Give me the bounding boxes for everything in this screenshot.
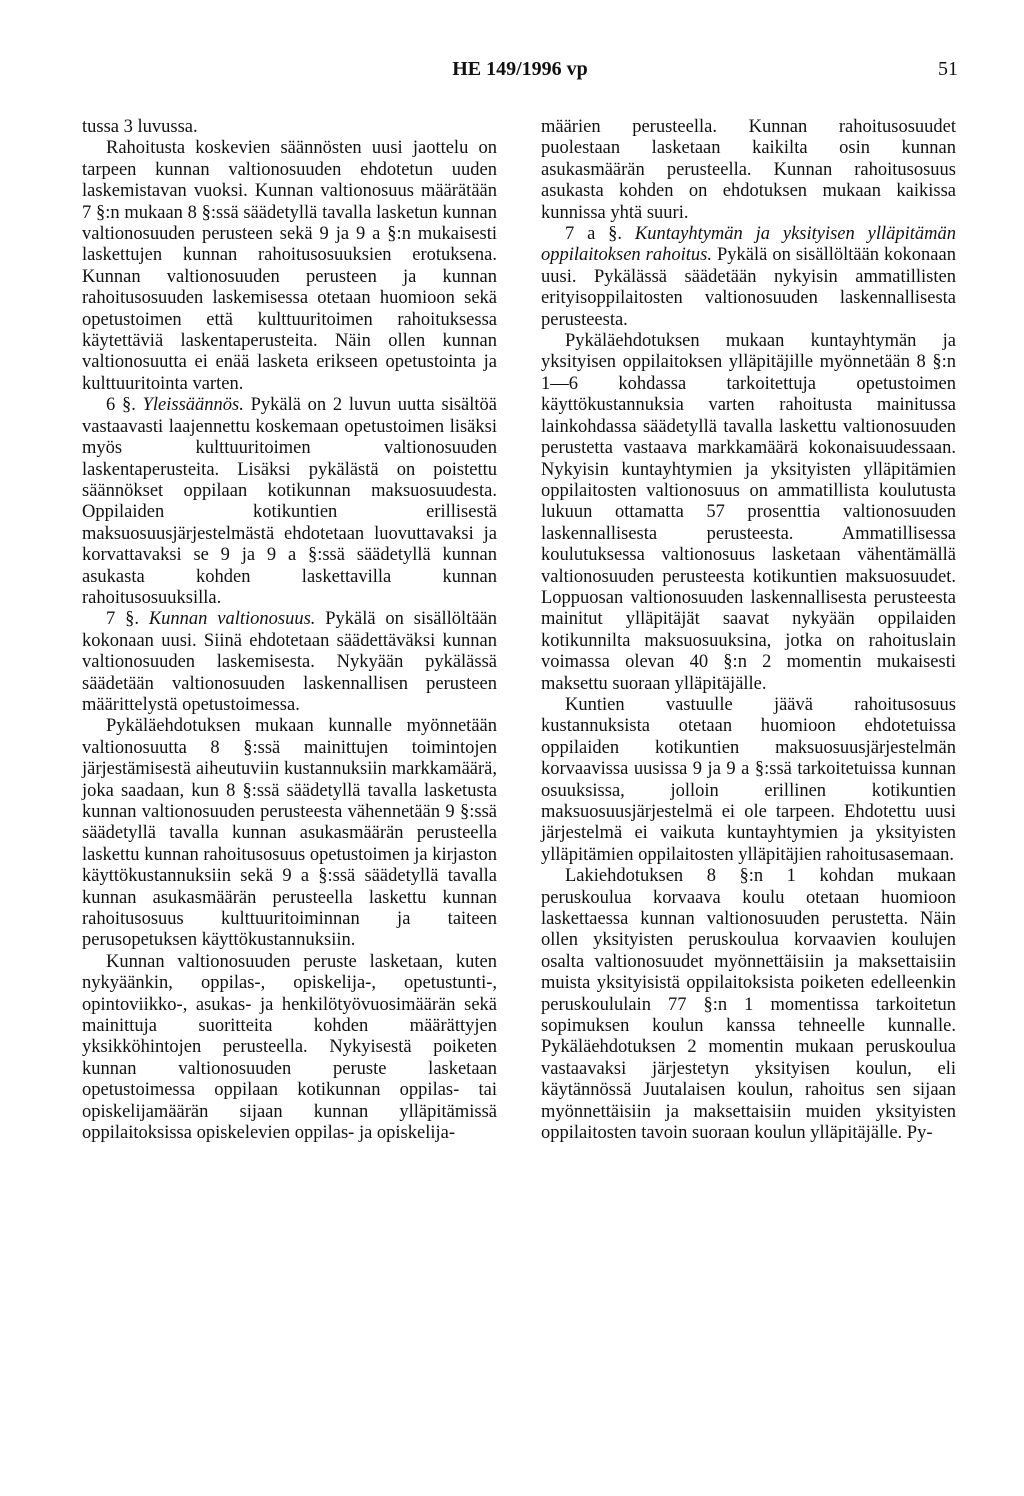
section-body: Pykälä on 2 luvun uutta sisältöä vastaavasti laajennettu koskemaan opetustoimen lisäksi myös kulttuuritoimen valtionosuuden laskentaperusteita. Lisäksi pykälästä on poistettu säännökset oppilaan kotikunnan maksuosuudesta. Oppilaiden kotikuntien erillisestä maksuosuusjärjestelmästä ehdotetaan luovuttavaksi ja korvattavaksi se 9 ja 9 a §:ssä säädetyllä kunnan asukasta kohden laskettavilla kunnan rahoitusosuuksilla. [82,395,497,608]
section-body: Pykälä on sisällöltään kokonaan uusi. Pykälässä säädetään nykyisin ammatillisten erityisoppilaitosten valtionosuuden laskennallisesta perusteesta. [541,245,956,330]
page-number: 51 [938,58,958,80]
section-number: 6 §. [106,395,143,416]
section-number: 7 a §. [565,224,635,245]
left-column [82,117,497,1145]
section-paragraph [541,224,956,331]
section-paragraph [82,395,497,609]
section-body: Pykälä on sisällöltään kokonaan uusi. Siinä ehdotetaan säädettäväksi kunnan valtionosuuden laskemisesta. Nykyään pykälässä säädetään valtionosuuden laskennallisen perusteen määrittelystä opetustoimessa. [82,609,498,715]
section-paragraph [82,609,497,716]
section-title: Yleissäännös. [142,395,244,416]
paragraph: Pykäläehdotuksen mukaan kuntayhtymän ja yksityisen oppilaitoksen ylläpitäjille myönnetään 8 §:n 1—6 kohdassa tarkoitettuja opetustoimen käyttökustannuksia varten rahoitusta mainitussa lainkohdassa säädetyllä tavalla laskettu valtionosuuden perustetta vastaava markkamäärä kokonaisuudessaan. Nykyisin kuntayhtymien ja yksityisten ylläpitämien oppilaitosten valtionosuus on ammatillista koulutusta lukuun ottamatta 57 prosenttia valtionosuuden laskennallisesta perusteesta. Ammatillisessa koulutuksessa valtionosuus lasketaan vähentämällä valtionosuuden perusteesta kotikuntien maksuosuudet. Loppuosan valtionosuuden laskennallisesta perusteesta mainitut ylläpitäjät saavat nykyään oppilaiden kotikunnilta maksuosuuksina, jotka on rahoituslain voimassa olevan 40 §:n 2 momentin mukaisesti maksettu suoraan ylläpitäjälle. [541,331,956,694]
paragraph: Pykäläehdotuksen mukaan kunnalle myönnetään valtionosuutta 8 §:ssä mainittujen toimintojen järjestämisestä aiheutuviin kustannuksiin markkamäärä, joka saadaan, kun 8 §:ssä säädetyllä tavalla lasketusta kunnan valtionosuuden perusteesta vähennetään 9 §:ssä säädetyllä tavalla kunnan asukasmäärän perusteella laskettu kunnan rahoitusosuus opetustoimen ja kirjaston käyttökustannuksiin sekä 9 a §:ssä säädetyllä tavalla kunnan asukasmäärän perusteella laskettu kunnan rahoitusosuus kulttuuritoiminnan ja taiteen perusopetuksen käyttökustannuksiin. [82,716,497,951]
paragraph: Rahoitusta koskevien säännösten uusi jaottelu on tarpeen kunnan valtionosuuden ehdotetun uuden laskemistavan vuoksi. Kunnan valtionosuus määrätään 7 §:n mukaan 8 §:ssä säädetyllä tavalla lasketun kunnan valtionosuuden perusteen sekä 9 ja 9 a §:n mukaisesti laskettujen kunnan rahoitusosuuksien erotuksena. Kunnan valtionosuuden perusteen ja kunnan rahoitusosuuden laskemisessa otetaan huomioon sekä opetustoimen että kulttuuritoimen rahoituksessa käytettäviä laskentaperusteita. Näin ollen kunnan valtionosuutta ei enää lasketa erikseen opetustointa ja kulttuuritointa varten. [82,138,497,394]
paragraph: tussa 3 luvussa. [82,117,198,137]
paragraph: Lakiehdotuksen 8 §:n 1 kohdan mukaan peruskoulua korvaava koulu otetaan huomioon laskettaessa kunnan valtionosuuden perustetta. Näin ollen yksityisten peruskoulua korvaavien koulujen osalta valtionosuudet myönnettäisiin ja maksettaisiin muista yksityisistä oppilaitoksista poiketen edelleenkin peruskoululain 77 §:n 1 momentissa tarkoitetun sopimuksen koulun kanssa tehneelle kunnalle. Pykäläehdotuksen 2 momentin mukaan peruskoulua vastaavaksi järjestetyn yksityisen koulun, eli käytännössä Juutalaisen koulun, rahoitus sen sijaan myönnettäisiin ja maksettaisiin muiden yksityisten oppilaitosten tavoin suoraan koulun ylläpitäjälle. Py- [541,866,956,1144]
right-column [541,117,956,1145]
section-number: 7 §. [106,609,149,630]
paragraph: Kuntien vastuulle jäävä rahoitusosuus kustannuksista otetaan huomioon ehdotetuissa oppilaiden kotikuntien maksuosuusjärjestelmän korvaavissa uusissa 9 ja 9 a §:ssä tarkoitetuissa kunnan osuuksissa, jolloin erillinen kotikuntien maksuosuusjärjestelmä ei ole tarpeen. Ehdotettu uusi järjestelmä ei vaikuta kuntayhtymien ja yksityisten ylläpitämien oppilaitosten ylläpitäjien rahoitusasemaan. [541,694,956,865]
document-title: HE 149/1996 vp [452,58,588,80]
paragraph: määrien perusteella. Kunnan rahoitusosuudet puolestaan lasketaan kaikilta osin kunnan asukasmäärän perusteella. Kunnan rahoitusosuus asukasta kohden on ehdotuksen mukaan kaikissa kunnissa yhtä suuri. [541,117,956,223]
section-title: Kunnan valtionosuus. [148,609,316,630]
section-title: Kuntayhtymän ja yksityisen ylläpitämän oppilaitoksen rahoitus. [541,224,956,266]
paragraph: Kunnan valtionosuuden peruste lasketaan, kuten nykyäänkin, oppilas-, opiskelija-, opetustunti-, opintoviikko-, asukas- ja henkilötyövuosimäärän sekä mainittuja suoritteita kohden määrättyjen yksikköhintojen perusteella. Nykyisestä poiketen kunnan valtionosuuden peruste lasketaan opetustoimessa oppilaan kotikunnan oppilas- tai opiskelijamäärän sijaan kunnan ylläpitämissä oppilaitoksissa opiskelevien oppilas- ja opiskelija- [82,951,497,1144]
page-header [82,58,958,88]
